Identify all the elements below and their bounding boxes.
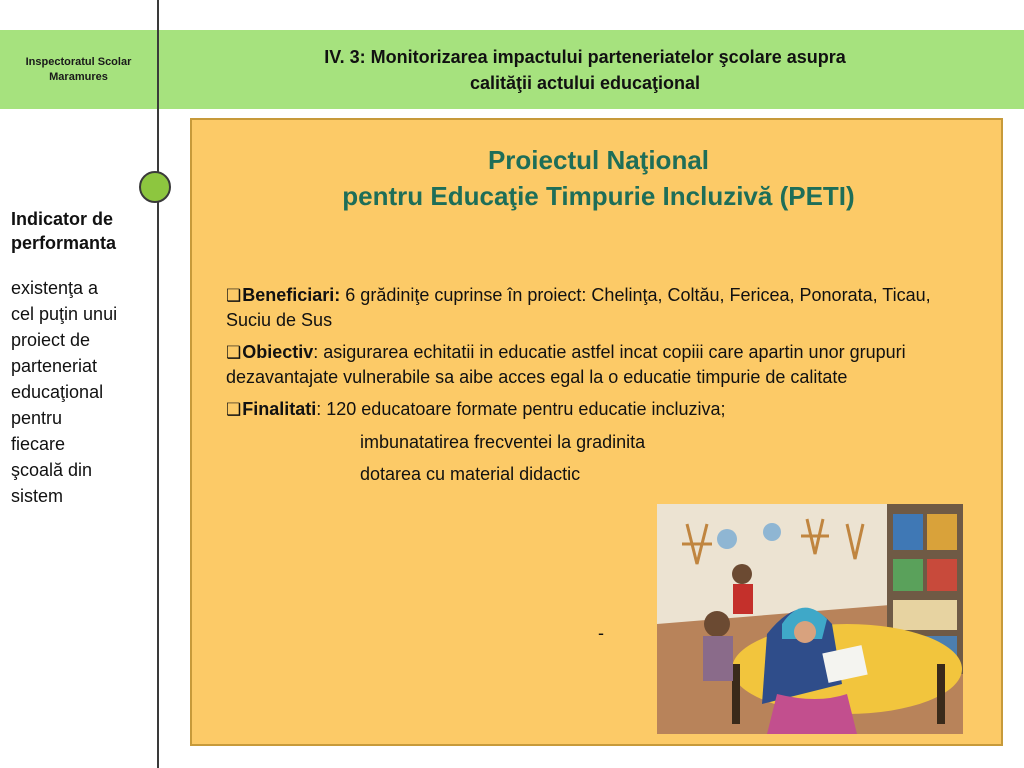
checkbox-bullet-icon: ❑ [226, 286, 242, 305]
bullet-obiectiv [226, 340, 971, 389]
project-title-line-2: pentru Educaţie Timpurie Incluzivă (PETI) [342, 181, 855, 211]
classroom-photo-drawing [657, 504, 963, 734]
bullet-finalitati [226, 397, 971, 422]
bullet-beneficiari [226, 283, 971, 332]
finalitati-item: dotarea cu material didactic [360, 464, 581, 484]
bullet-dot-icon [139, 171, 171, 203]
vertical-divider [157, 0, 159, 768]
indicator-panel [11, 207, 151, 509]
bullet-label: Obiectiv [242, 342, 314, 362]
slide-title [190, 44, 980, 96]
project-title [192, 142, 1005, 214]
project-details [226, 283, 971, 494]
slide-title-line-1: IV. 3: Monitorizarea impactului parteneriatelor şcolare asupra [324, 47, 846, 67]
checkbox-bullet-icon: ❑ [226, 343, 242, 362]
bullet-text: 6 grădiniţe cuprinse în proiect: Chelinţa, Coltău, Fericea, Ponorata, Ticau, Suciu de Sus [226, 285, 931, 330]
finalitati-item: imbunatatirea frecventei la gradinita [360, 432, 646, 452]
project-title-line-1: Proiectul Naţional [487, 145, 710, 175]
organization-label [0, 30, 157, 109]
org-line-2: Maramures [49, 70, 108, 83]
bullet-text: : asigurarea echitatii in educatie astfel incat copiii care apartin unor grupuri dezavantajate vulnerabile sa aibe acces egal la o educatie timpurie de calitate [226, 342, 906, 387]
indicator-text: existenţa a cel puţin unui proiect de parteneriat educaţional pentru fiecare şcoală din sistem [11, 278, 118, 506]
bullet-text: : 120 educatoare formate pentru educatie incluziva; [316, 399, 726, 419]
slide-title-line-2: calităţii actului educaţional [469, 73, 701, 93]
indicator-heading: Indicator de performanta [11, 209, 117, 253]
dash-mark: - [598, 623, 604, 643]
bullet-label: Beneficiari: [242, 285, 341, 305]
checkbox-bullet-icon: ❑ [226, 400, 242, 419]
bullet-label: Finalitati [242, 399, 317, 419]
classroom-photo [657, 504, 963, 734]
org-line-1: Inspectoratul Scolar [25, 55, 132, 68]
